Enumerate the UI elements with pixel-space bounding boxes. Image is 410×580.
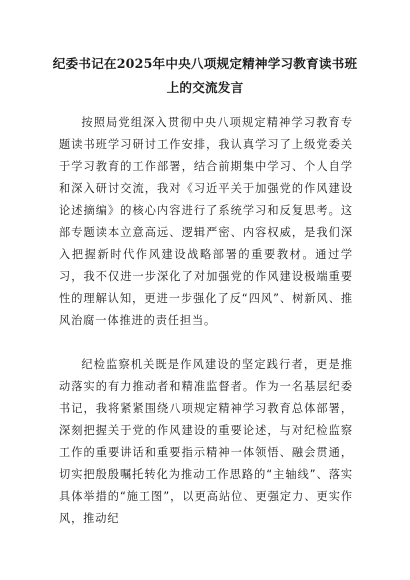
document-body [59,112,353,530]
paragraph-2: 纪检监察机关既是作风建设的坚定践行者，更是推动落实的有力推动者和精准监督者。作为一名基层纪委书记，我将紧紧围绕八项规定精神学习教育总体部署，深刻把握关于党的作风建设的重要论述，与对纪检监察工作的重要讲话和重要指示精神一体领悟、融会贯通，切实把殷殷嘱托转化为推动工作思路的“主轴线”、落实具体举措的“施工图”，以更高站位、更强定力、更实作风，推动纪 [59,358,353,525]
document-title: 纪委书记在2025年中央八项规定精神学习教育读书班上的交流发言 [52,56,358,95]
paragraph-1: 按照局党组深入贯彻中央八项规定精神学习教育专题读书班学习研讨工作安排，我认真学习了上级党委关于学习教育的工作部署，结合前期集中学习、个人自学和深入研讨交流，我对《习近平关于加强党的作风建设论述摘编》的核心内容进行了系统学习和反复思考。这部专题读本立意高远、逻辑严密、内容权威，是我们深入把握新时代作风建设战略部署的重要教材。通过学习，我不仅进一步深化了对加强党的作风建设极端重要性的理解认知，更进一步强化了反“四风”、树新风、推风治腐一体推进的责任担当。 [59,116,353,327]
